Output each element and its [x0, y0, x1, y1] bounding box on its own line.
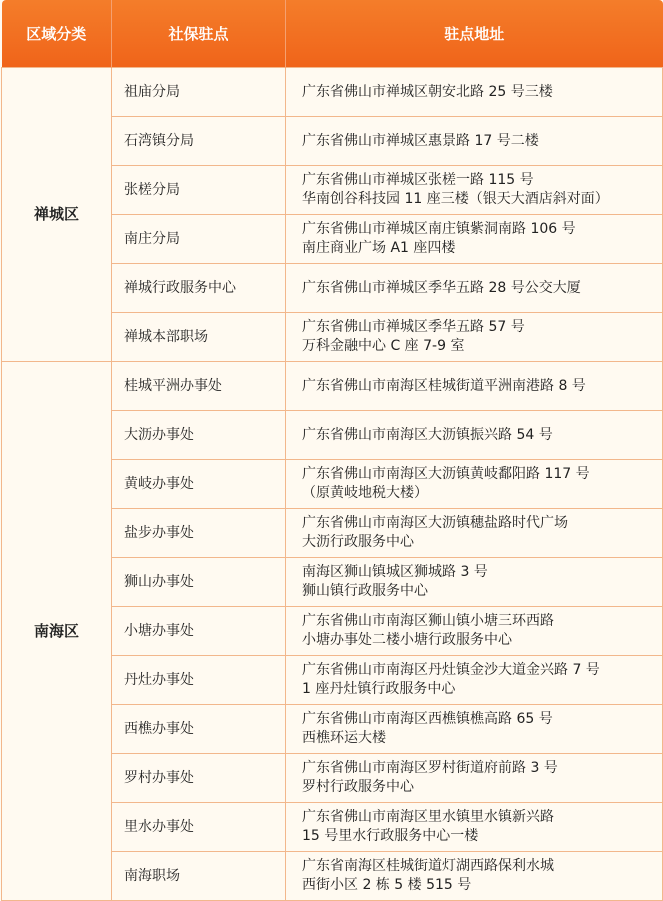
station-address-cell	[286, 509, 663, 558]
station-name-cell: 黄岐办事处	[112, 460, 286, 509]
station-name-cell: 石湾镇分局	[112, 117, 286, 166]
station-name-cell: 桂城平洲办事处	[112, 362, 286, 411]
address-line: 华南创谷科技园 11 座三楼（银天大酒店斜对面）	[302, 191, 609, 207]
table-row	[2, 362, 663, 411]
social-security-stations-table	[1, 0, 663, 901]
station-address-cell	[286, 264, 663, 313]
region-cell: 南海区	[2, 362, 112, 901]
address-line: 西樵环运大楼	[302, 730, 386, 746]
address-line: 广东省佛山市禅城区季华五路 57 号	[302, 319, 525, 335]
table-header	[2, 0, 663, 68]
station-address-cell	[286, 852, 663, 901]
station-name-cell: 丹灶办事处	[112, 656, 286, 705]
address-line: 广东省佛山市禅城区惠景路 17 号二楼	[302, 132, 539, 149]
station-name-cell: 盐步办事处	[112, 509, 286, 558]
address-line: 广东省佛山市南海区丹灶镇金沙大道金兴路 7 号	[302, 662, 600, 678]
station-address-cell	[286, 117, 663, 166]
station-address-cell	[286, 411, 663, 460]
station-address-cell	[286, 803, 663, 852]
header-station: 社保驻点	[112, 0, 286, 68]
station-address-cell	[286, 68, 663, 117]
header-region: 区域分类	[2, 0, 112, 68]
address-line: 广东省佛山市禅城区季华五路 28 号公交大厦	[302, 279, 581, 296]
station-address-cell	[286, 558, 663, 607]
station-name-cell: 小塘办事处	[112, 607, 286, 656]
address-line: 广东省佛山市南海区大沥镇黄岐鄱阳路 117 号	[302, 466, 590, 482]
address-line: 广东省佛山市南海区西樵镇樵高路 65 号	[302, 711, 553, 727]
station-address-cell	[286, 705, 663, 754]
address-line: 罗村行政服务中心	[302, 779, 414, 795]
address-line: 西街小区 2 栋 5 楼 515 号	[302, 877, 472, 893]
station-name-cell: 狮山办事处	[112, 558, 286, 607]
address-line: 广东省佛山市禅城区朝安北路 25 号三楼	[302, 83, 553, 100]
table-body	[2, 68, 663, 901]
address-line: 广东省佛山市南海区里水镇里水镇新兴路	[302, 809, 554, 825]
address-line: 广东省佛山市南海区狮山镇小塘三环西路	[302, 613, 554, 629]
address-line: 广东省南海区桂城街道灯湖西路保利水城	[302, 858, 554, 874]
address-line: 广东省佛山市禅城区南庄镇紫洞南路 106 号	[302, 221, 576, 237]
station-name-cell: 里水办事处	[112, 803, 286, 852]
station-name-cell: 南庄分局	[112, 215, 286, 264]
station-name-cell: 祖庙分局	[112, 68, 286, 117]
address-line: 狮山镇行政服务中心	[302, 583, 428, 599]
station-address-cell	[286, 215, 663, 264]
address-line: 广东省佛山市南海区桂城街道平洲南港路 8 号	[302, 377, 586, 394]
header-row	[2, 0, 663, 68]
station-name-cell: 禅城行政服务中心	[112, 264, 286, 313]
address-line: 广东省佛山市禅城区张槎一路 115 号	[302, 172, 534, 188]
station-address-cell	[286, 754, 663, 803]
station-address-cell	[286, 656, 663, 705]
address-line: 15 号里水行政服务中心一楼	[302, 828, 479, 844]
station-name-cell: 西樵办事处	[112, 705, 286, 754]
station-name-cell: 罗村办事处	[112, 754, 286, 803]
address-line: 南海区狮山镇城区狮城路 3 号	[302, 564, 488, 580]
address-line: 小塘办事处二楼小塘行政服务中心	[302, 632, 512, 648]
address-line: 大沥行政服务中心	[302, 534, 414, 550]
station-address-cell	[286, 362, 663, 411]
address-line: 1 座丹灶镇行政服务中心	[302, 681, 456, 697]
station-name-cell: 禅城本部职场	[112, 313, 286, 362]
region-cell: 禅城区	[2, 68, 112, 362]
address-line: 广东省佛山市南海区大沥镇穗盐路时代广场	[302, 515, 568, 531]
address-line: 广东省佛山市南海区罗村街道府前路 3 号	[302, 760, 558, 776]
station-address-cell	[286, 166, 663, 215]
station-name-cell: 大沥办事处	[112, 411, 286, 460]
station-name-cell: 南海职场	[112, 852, 286, 901]
station-address-cell	[286, 607, 663, 656]
station-address-cell	[286, 460, 663, 509]
table-row	[2, 68, 663, 117]
address-line: 南庄商业广场 A1 座四楼	[302, 240, 456, 256]
address-line: 广东省佛山市南海区大沥镇振兴路 54 号	[302, 426, 553, 443]
address-line: （原黄岐地税大楼）	[302, 485, 428, 501]
station-address-cell	[286, 313, 663, 362]
address-line: 万科金融中心 C 座 7-9 室	[302, 338, 465, 354]
header-address: 驻点地址	[286, 0, 663, 68]
station-name-cell: 张槎分局	[112, 166, 286, 215]
